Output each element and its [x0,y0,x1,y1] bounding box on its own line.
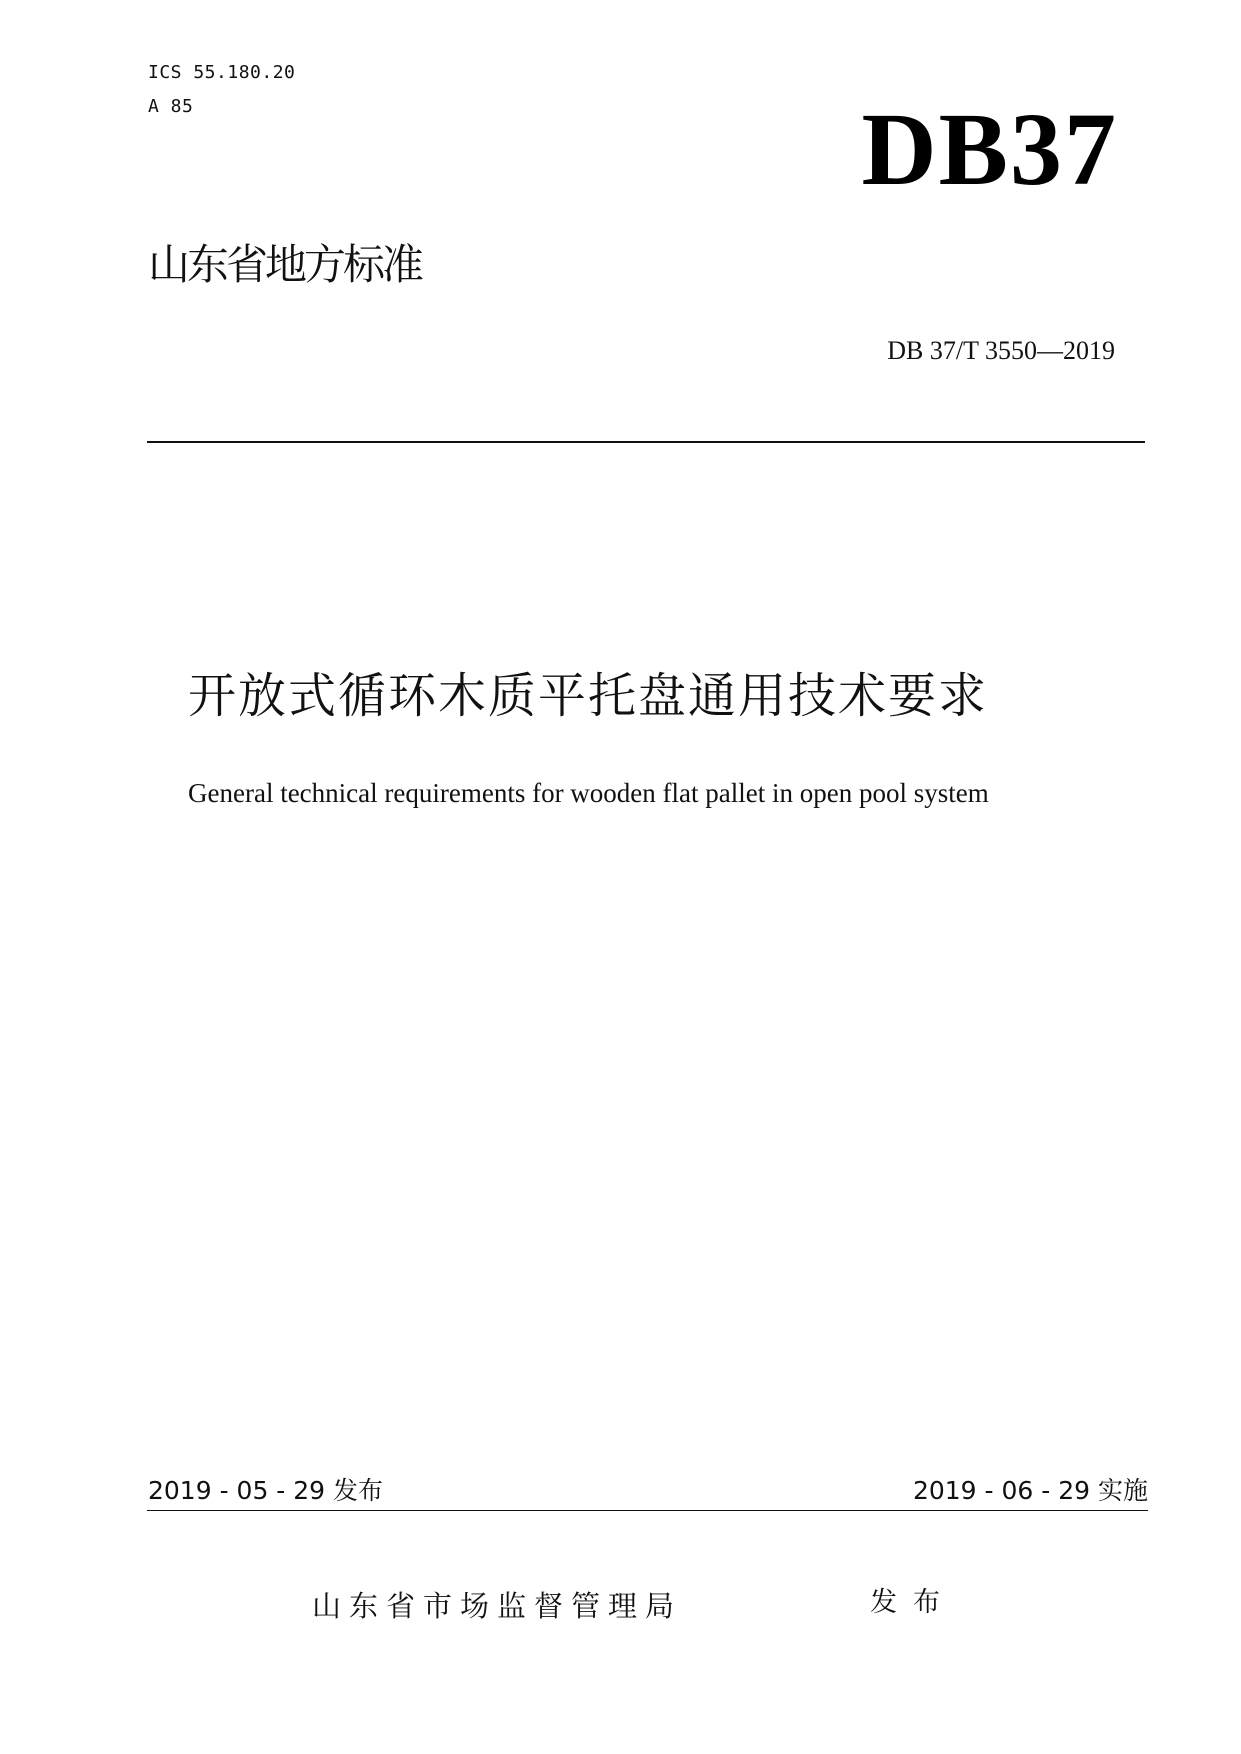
standard-type: 山东省地方标准 [148,240,422,289]
issue-label: 发布 [870,1587,956,1618]
document-title-english: General technical requirements for wooden flat pallet in open pool system [188,778,989,808]
document-title-chinese: 开放式循环木质平托盘通用技术要求 [188,668,989,724]
classification-code: A 85 [148,96,194,117]
standard-number: DB 37/T 3550—2019 [887,336,1115,365]
implementation-date: 2019 - 06 - 29 实施 [912,1476,1148,1505]
issuing-authority: 山东省市场监督管理局 [312,1589,683,1623]
header-divider [147,441,1145,443]
standard-logo: DB37 [861,92,1118,207]
issue-date: 2019 - 05 - 29 发布 [148,1476,384,1505]
ics-code: ICS 55.180.20 [148,62,296,83]
footer-divider [147,1510,1148,1511]
